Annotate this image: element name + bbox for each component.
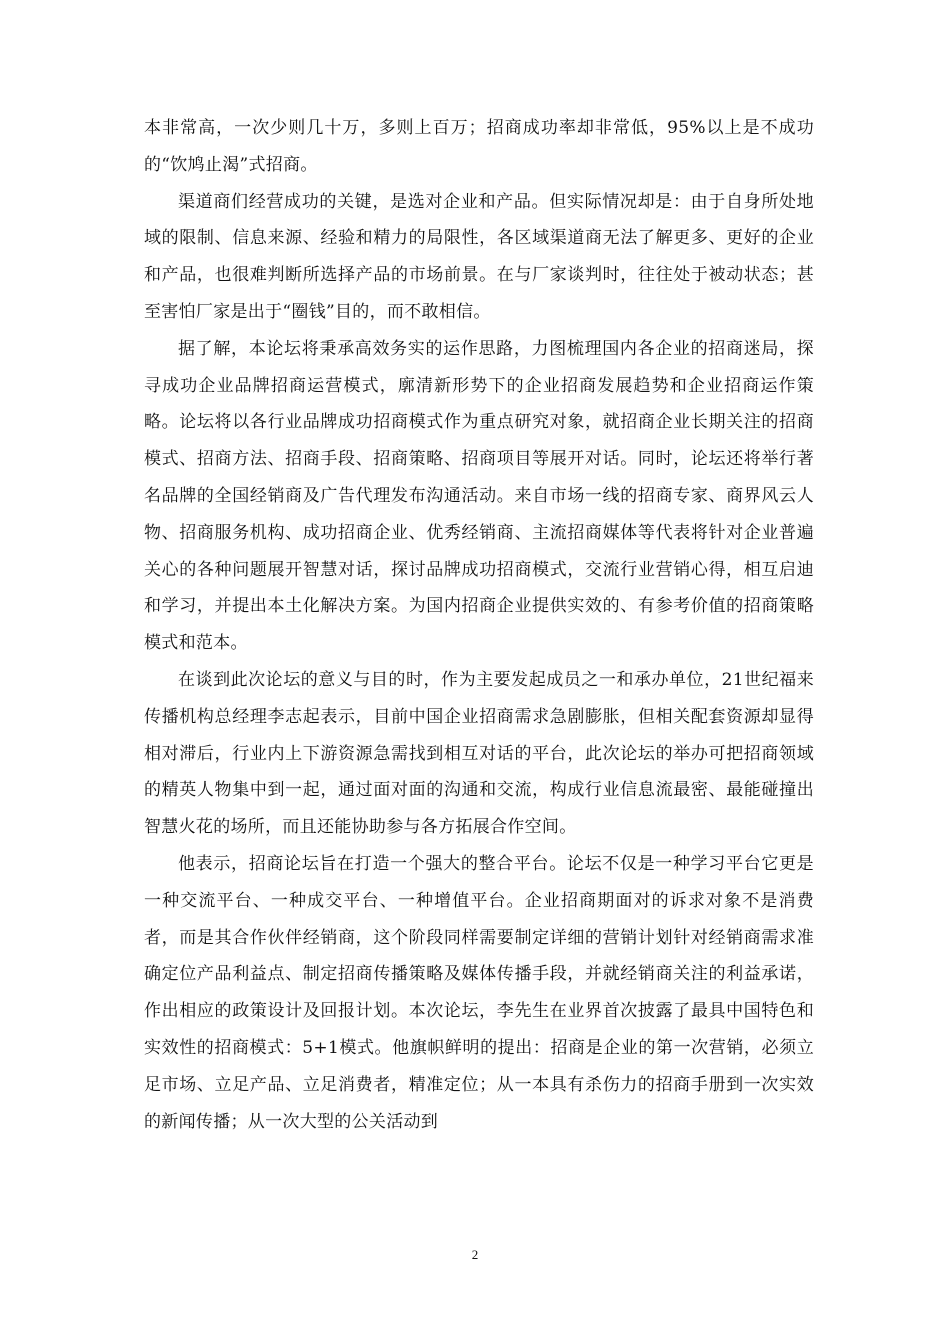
- paragraph-1: 本非常高，一次少则几十万，多则上百万；招商成功率却非常低，95%以上是不成功的“饮鸠止渴”式招商。: [144, 118, 814, 175]
- paragraph-3: 据了解，本论坛将秉承高效务实的运作思路，力图梳理国内各企业的招商迷局，探寻成功企业品牌招商运营模式，廓清新形势下的企业招商发展趋势和企业招商运作策略。论坛将以各行业品牌成功招商模式作为重点研究对象，就招商企业长期关注的招商模式、招商方法、招商手段、招商策略、招商项目等展开对话。同时，论坛还将举行著名品牌的全国经销商及广告代理发布沟通活动。来自市场一线的招商专家、商界风云人物、招商服务机构、成功招商企业、优秀经销商、主流招商媒体等代表将针对企业普遍关心的各种问题展开智慧对话，探讨品牌成功招商模式，交流行业营销心得，相互启迪和学习，并提出本土化解决方案。为国内招商企业提供实效的、有参考价值的招商策略模式和范本。: [144, 338, 814, 654]
- paragraph-4: 在谈到此次论坛的意义与目的时，作为主要发起成员之一和承办单位，21世纪福来传播机构总经理李志起表示，目前中国企业招商需求急剧膨胀，但相关配套资源却显得相对滞后，行业内上下游资源急需找到相互对话的平台，此次论坛的举办可把招商领域的精英人物集中到一起，通过面对面的沟通和交流，构成行业信息流最密、最能碰撞出智慧火花的场所，而且还能协助参与各方拓展合作空间。: [144, 669, 814, 838]
- body-text: [144, 110, 814, 1140]
- paragraph-2: 渠道商们经营成功的关键，是选对企业和产品。但实际情况却是：由于自身所处地域的限制、信息来源、经验和精力的局限性，各区域渠道商无法了解更多、更好的企业和产品，也很难判断所选择产品的市场前景。在与厂家谈判时，往往处于被动状态；甚至害怕厂家是出于“圈钱”目的，而不敢相信。: [144, 191, 814, 322]
- paragraph-5: 他表示，招商论坛旨在打造一个强大的整合平台。论坛不仅是一种学习平台它更是一种交流平台、一种成交平台、一种增值平台。企业招商期面对的诉求对象不是消费者，而是其合作伙伴经销商，这个阶段同样需要制定详细的营销计划针对经销商需求准确定位产品利益点、制定招商传播策略及媒体传播手段，并就经销商关注的利益承诺，作出相应的政策设计及回报计划。本次论坛，李先生在业界首次披露了最具中国特色和实效性的招商模式：5+1模式。他旗帜鲜明的提出：招商是企业的第一次营销，必须立足市场、立足产品、立足消费者，精准定位；从一本具有杀伤力的招商手册到一次实效的新闻传播；从一次大型的公关活动到: [144, 853, 814, 1132]
- page-number: 2: [471, 1247, 479, 1262]
